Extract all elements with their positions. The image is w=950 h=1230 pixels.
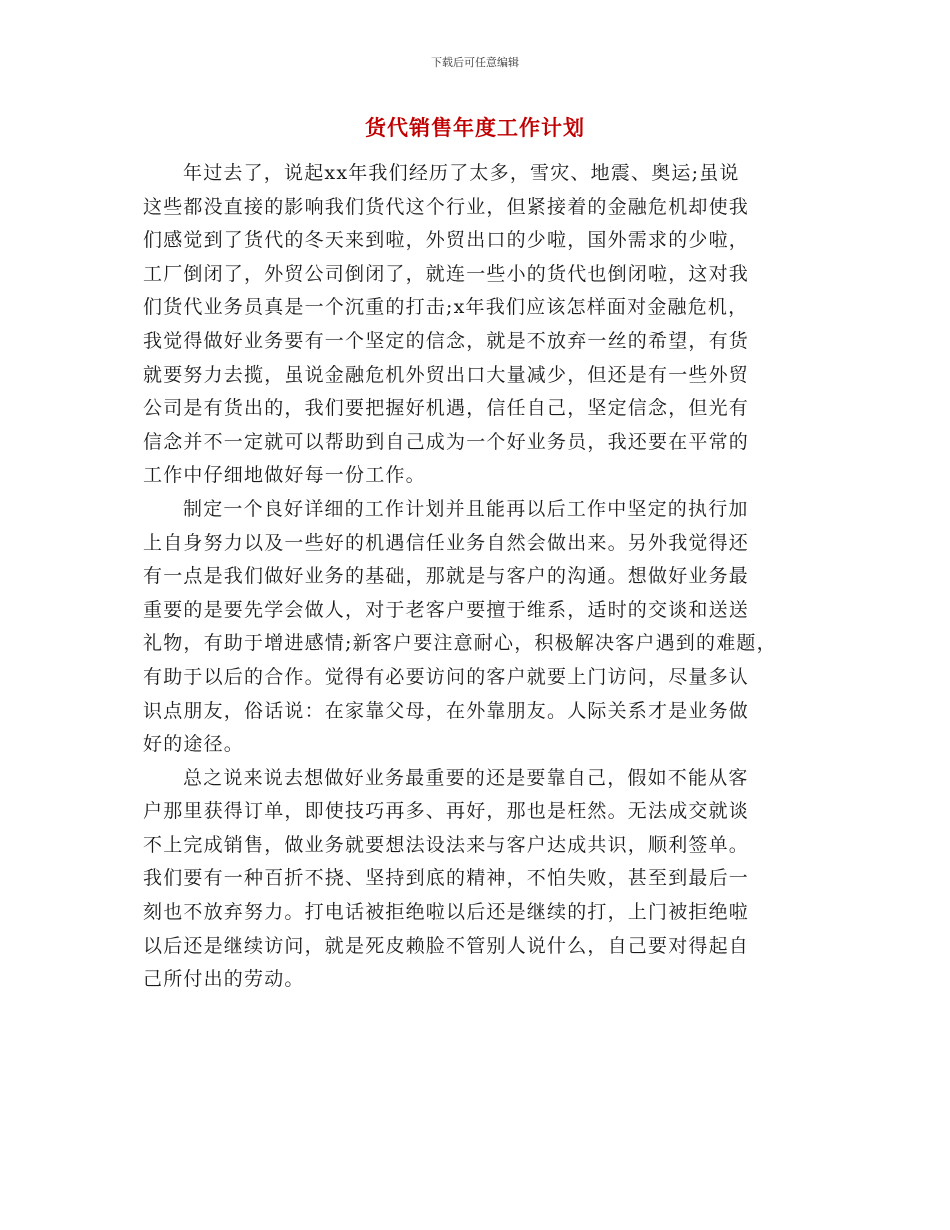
- paragraph-line: 有一点是我们做好业务的基础，那就是与客户的沟通。想做好业务最: [143, 565, 750, 588]
- document-title: 货代销售年度工作计划: [365, 116, 585, 140]
- paragraph-line: 工作中仔细地做好每一份工作。: [143, 464, 426, 487]
- document-body: [143, 157, 823, 997]
- paragraph-line: 己所付出的劳动。: [143, 968, 305, 991]
- paragraph-line: 以后还是继续访问，就是死皮赖脸不管别人说什么，自己要对得起自: [143, 934, 750, 957]
- paragraph-line: 们货代业务员真是一个沉重的打击;x年我们应该怎样面对金融危机，: [143, 296, 749, 319]
- paragraph-line: 我觉得做好业务要有一个坚定的信念，就是不放弃一丝的希望，有货: [143, 329, 750, 352]
- paragraph-line: 公司是有货出的，我们要把握好机遇，信任自己，坚定信念，但光有: [143, 397, 750, 420]
- paragraph-line: 重要的是要先学会做人，对于老客户要擅于维系，适时的交谈和送送: [143, 598, 750, 621]
- paragraph-line: 制定一个良好详细的工作计划并且能再以后工作中坚定的执行加: [183, 497, 749, 520]
- paragraph-line: 不上完成销售，做业务就要想法设法来与客户达成共识，顺利签单。: [143, 833, 750, 856]
- paragraph-line: 工厂倒闭了，外贸公司倒闭了，就连一些小的货代也倒闭啦，这对我: [143, 262, 750, 285]
- paragraph-3: [143, 762, 823, 997]
- paragraph-line: 有助于以后的合作。觉得有必要访问的客户就要上门访问，尽量多认: [143, 665, 750, 688]
- paragraph-line: 上自身努力以及一些好的机遇信任业务自然会做出来。另外我觉得还: [143, 531, 750, 554]
- page-header-note: 下载后可任意编辑: [431, 56, 519, 69]
- paragraph-line: 总之说来说去想做好业务最重要的还是要靠自己，假如不能从客: [183, 766, 749, 789]
- paragraph-line: 们感觉到了货代的冬天来到啦，外贸出口的少啦，国外需求的少啦，: [143, 229, 750, 252]
- paragraph-line: 户那里获得订单，即使技巧再多、再好，那也是枉然。无法成交就谈: [143, 800, 750, 823]
- paragraph-line: 我们要有一种百折不挠、坚持到底的精神，不怕失败，甚至到最后一: [143, 867, 750, 890]
- paragraph-line: 年过去了，说起xx年我们经历了太多，雪灾、地震、奥运;虽说: [183, 162, 740, 184]
- paragraph-1: [143, 157, 823, 493]
- paragraph-line: 就要努力去揽，虽说金融危机外贸出口大量减少，但还是有一些外贸: [143, 363, 750, 386]
- paragraph-2: [143, 493, 823, 762]
- paragraph-line: 礼物，有助于增进感情;新客户要注意耐心，积极解决客户遇到的难题，: [143, 632, 777, 655]
- paragraph-line: 这些都没直接的影响我们货代这个行业，但紧接着的金融危机却使我: [143, 195, 750, 218]
- paragraph-line: 信念并不一定就可以帮助到自己成为一个好业务员，我还要在平常的: [143, 430, 750, 453]
- paragraph-line: 刻也不放弃努力。打电话被拒绝啦以后还是继续的打，上门被拒绝啦: [143, 901, 750, 924]
- paragraph-line: 好的途径。: [143, 733, 245, 756]
- paragraph-line: 识点朋友，俗话说：在家靠父母，在外靠朋友。人际关系才是业务做: [143, 699, 750, 722]
